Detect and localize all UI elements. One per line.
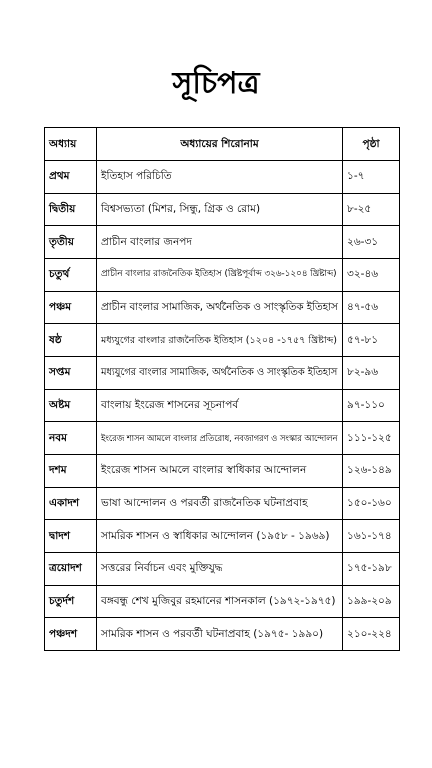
- chapter-title: প্রাচীন বাংলার সামাজিক, অর্থনৈতিক ও সাংস্কৃতিক ইতিহাস: [97, 291, 343, 324]
- page-range: ৩২-৪৬: [343, 258, 400, 291]
- chapter-title: প্রাচীন বাংলার জনপদ: [97, 226, 343, 259]
- chapter-number: চতুর্দশ: [45, 585, 97, 618]
- table-row: [45, 389, 400, 422]
- chapter-number: পঞ্চম: [45, 291, 97, 324]
- chapter-title: ইংরেজ শাসন আমলে বাংলার স্বাধিকার আন্দোলন: [97, 454, 343, 487]
- page-range: ১৯৯-২০৯: [343, 585, 400, 618]
- chapter-title: বিশ্বসভ্যতা (মিশর, সিন্ধু, গ্রিক ও রোম): [97, 193, 343, 226]
- table-row: [45, 291, 400, 324]
- chapter-title: বাংলায় ইংরেজ শাসনের সূচনাপর্ব: [97, 389, 343, 422]
- table-row: [45, 161, 400, 194]
- chapter-number: একাদশ: [45, 487, 97, 520]
- table-row: [45, 356, 400, 389]
- chapter-title: ইতিহাস পরিচিতি: [97, 161, 343, 194]
- table-row: [45, 552, 400, 585]
- table-row: [45, 324, 400, 357]
- chapter-number: পঞ্চদশ: [45, 618, 97, 651]
- table-row: [45, 520, 400, 553]
- page-range: ৫৭-৮১: [343, 324, 400, 357]
- chapter-title: সত্তরের নির্বাচন এবং মুক্তিযুদ্ধ: [97, 552, 343, 585]
- column-header-chapter-title: অধ্যায়ের শিরোনাম: [97, 128, 343, 161]
- chapter-title: মধ্যযুগের বাংলার সামাজিক, অর্থনৈতিক ও সাংস্কৃতিক ইতিহাস: [97, 356, 343, 389]
- chapter-title: সামরিক শাসন ও পরবর্তী ঘটনাপ্রবাহ (১৯৭৫- ১৯৯০): [97, 618, 343, 651]
- table-row: [45, 618, 400, 651]
- page-range: ১৭৫-১৯৮: [343, 552, 400, 585]
- table-row: [45, 454, 400, 487]
- column-header-chapter: অধ্যায়: [45, 128, 97, 161]
- page-range: ৮-২৫: [343, 193, 400, 226]
- page-range: ২৬-৩১: [343, 226, 400, 259]
- table-header-row: [45, 128, 400, 161]
- chapter-number: তৃতীয়: [45, 226, 97, 259]
- chapter-number: ষষ্ঠ: [45, 324, 97, 357]
- column-header-page: পৃষ্ঠা: [343, 128, 400, 161]
- page-range: ৪৭-৫৬: [343, 291, 400, 324]
- page-range: ৮২-৯৬: [343, 356, 400, 389]
- contents-table: [44, 127, 400, 651]
- page-range: ২১০-২২৪: [343, 618, 400, 651]
- page-range: ১১১-১২৫: [343, 422, 400, 455]
- chapter-title: প্রাচীন বাংলার রাজনৈতিক ইতিহাস (খ্রিষ্টপূর্বাব্দ ৩২৬-১২০৪ খ্রিষ্টাব্দ): [97, 258, 343, 291]
- table-row: [45, 585, 400, 618]
- chapter-number: চতুর্থ: [45, 258, 97, 291]
- chapter-title: ভাষা আন্দোলন ও পরবর্তী রাজনৈতিক ঘটনাপ্রবাহ: [97, 487, 343, 520]
- chapter-title: ইংরেজ শাসন আমলে বাংলার প্রতিরোধ, নবজাগরণ ও সংস্কার আন্দোলন: [97, 422, 343, 455]
- page-range: ১৫০-১৬০: [343, 487, 400, 520]
- chapter-number: দ্বাদশ: [45, 520, 97, 553]
- chapter-number: নবম: [45, 422, 97, 455]
- table-row: [45, 226, 400, 259]
- page-range: ১২৬-১৪৯: [343, 454, 400, 487]
- chapter-title: বঙ্গবন্ধু শেখ মুজিবুর রহমানের শাসনকাল (১৯৭২-১৯৭৫): [97, 585, 343, 618]
- chapter-number: দশম: [45, 454, 97, 487]
- chapter-title: মধ্যযুগের বাংলার রাজনৈতিক ইতিহাস (১২০৪ -১৭৫৭ খ্রিষ্টাব্দ): [97, 324, 343, 357]
- table-row: [45, 422, 400, 455]
- table-row: [45, 193, 400, 226]
- chapter-number: অষ্টম: [45, 389, 97, 422]
- chapter-title: সামরিক শাসন ও স্বাধিকার আন্দোলন (১৯৫৮ - ১৯৬৯): [97, 520, 343, 553]
- page-range: ৯৭-১১০: [343, 389, 400, 422]
- page-title: সূচিপত্র: [172, 66, 260, 101]
- chapter-number: দ্বিতীয়: [45, 193, 97, 226]
- page-range: ১৬১-১৭৪: [343, 520, 400, 553]
- table-row: [45, 258, 400, 291]
- page-range: ১-৭: [343, 161, 400, 194]
- table-row: [45, 487, 400, 520]
- chapter-number: সপ্তম: [45, 356, 97, 389]
- chapter-number: প্রথম: [45, 161, 97, 194]
- chapter-number: ত্রয়োদশ: [45, 552, 97, 585]
